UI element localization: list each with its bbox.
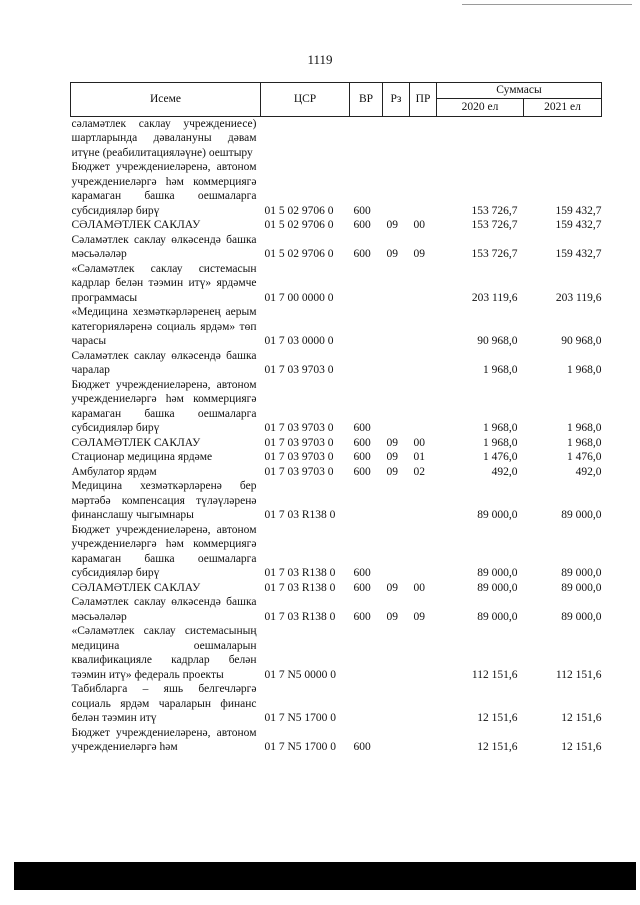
row-amount-2020: 112 151,6 — [471, 668, 518, 681]
table-row — [71, 436, 602, 451]
table-row — [71, 479, 602, 523]
row-amount-2020: 153 726,7 — [471, 219, 518, 231]
row-amount-2021: 12 151,6 — [561, 741, 602, 753]
row-amount-2020: 1 968,0 — [483, 436, 518, 449]
row-csr-code: 01 7 03 9703 0 — [264, 451, 334, 463]
row-amount-2021: 89 000,0 — [561, 581, 602, 594]
row-csr-code: 01 7 N5 0000 0 — [264, 668, 337, 681]
table-row — [71, 624, 602, 682]
row-amount-2020: 89 000,0 — [477, 509, 518, 521]
row-rz: 09 — [386, 581, 398, 594]
table-row — [71, 305, 602, 349]
row-vr: 600 — [353, 741, 371, 753]
row-vr — [350, 116, 383, 160]
row-name: СӘЛАМӘТЛЕК САКЛАУ — [71, 436, 201, 449]
row-pr — [410, 624, 437, 682]
row-vr: 600 — [353, 204, 371, 217]
table-body — [71, 116, 602, 755]
row-vr — [350, 262, 383, 306]
table-row — [71, 726, 602, 755]
row-vr — [350, 479, 383, 523]
row-rz — [383, 378, 410, 436]
row-vr: 600 — [353, 436, 371, 449]
row-amount-2021: 159 432,7 — [555, 204, 602, 217]
row-rz — [383, 523, 410, 581]
row-name: Сәламәтлек саклау өлкәсендә башка чаралар — [71, 349, 257, 376]
row-vr: 600 — [353, 248, 371, 260]
row-vr: 600 — [353, 610, 371, 623]
row-rz — [383, 116, 410, 160]
table-row — [71, 581, 602, 596]
row-rz — [383, 262, 410, 306]
row-rz — [383, 305, 410, 349]
row-vr: 600 — [353, 451, 371, 463]
table-row — [71, 160, 602, 218]
row-pr: 00 — [413, 436, 425, 449]
row-csr-code: 01 7 03 9703 0 — [264, 422, 334, 434]
row-csr-code: 01 7 00 0000 0 — [264, 291, 334, 304]
row-pr: 00 — [413, 219, 425, 231]
page-number: 1119 — [307, 52, 333, 67]
row-amount-2021: 492,0 — [575, 465, 602, 478]
row-csr-code: 01 7 N5 1700 0 — [264, 712, 337, 724]
row-rz: 09 — [386, 436, 398, 449]
row-rz — [383, 160, 410, 218]
row-amount-2020: 89 000,0 — [477, 567, 518, 579]
row-csr-code: 01 7 03 0000 0 — [264, 335, 334, 347]
table-row — [71, 465, 602, 480]
row-vr: 600 — [353, 422, 371, 434]
row-pr — [410, 262, 437, 306]
row-name: Стационар медицина ярдәме — [71, 451, 213, 463]
table-row — [71, 682, 602, 726]
row-name: Медицина хезмәткәрләренә бер мәртәбә компенсация түләүләренә финанслашу чыгымнары — [71, 480, 257, 521]
row-amount-2020: 153 726,7 — [471, 204, 518, 217]
row-vr: 600 — [353, 567, 371, 579]
row-name: Амбулатор ярдәм — [71, 465, 157, 478]
row-csr-code: 01 5 02 9706 0 — [264, 204, 334, 217]
row-rz: 09 — [386, 219, 398, 231]
row-amount-2021: 90 968,0 — [561, 335, 602, 347]
row-name: СӘЛАМӘТЛЕК САКЛАУ — [71, 219, 201, 231]
row-amount-2021: 203 119,6 — [555, 291, 602, 304]
row-amount-2020 — [437, 116, 524, 160]
row-pr — [410, 378, 437, 436]
col-header-pr: ПР — [410, 83, 437, 117]
row-amount-2021: 1 968,0 — [567, 436, 602, 449]
scan-bottom-bar — [14, 862, 636, 890]
row-csr-code: 01 7 03 9703 0 — [264, 465, 334, 478]
row-name: Бюджет учреждениеләренә, автоном учреждениеләргә һәм — [71, 726, 257, 753]
row-amount-2021: 1 968,0 — [567, 364, 602, 376]
table-row — [71, 378, 602, 436]
row-pr — [410, 479, 437, 523]
table-row — [71, 233, 602, 262]
row-pr — [410, 160, 437, 218]
row-csr-code — [261, 116, 350, 160]
row-csr-code: 01 5 02 9706 0 — [264, 219, 334, 231]
row-amount-2021: 159 432,7 — [555, 219, 602, 231]
row-pr — [410, 726, 437, 755]
row-amount-2020: 12 151,6 — [477, 712, 518, 724]
row-pr — [410, 116, 437, 160]
table-row — [71, 523, 602, 581]
row-amount-2021: 12 151,6 — [561, 712, 602, 724]
table-header — [71, 83, 602, 117]
row-csr-code: 01 7 N5 1700 0 — [264, 741, 337, 753]
row-pr: 09 — [413, 610, 425, 623]
col-header-vr: ВР — [350, 83, 383, 117]
row-rz — [383, 479, 410, 523]
row-vr: 600 — [353, 219, 371, 231]
row-pr — [410, 682, 437, 726]
row-rz: 09 — [386, 465, 398, 478]
row-amount-2021 — [524, 116, 602, 160]
row-vr: 600 — [353, 465, 371, 478]
row-name: сәламәтлек саклау учреждениесе) шартларында дәвалануны дәвам итүне (реабилитацияләүне) оештыру — [71, 117, 257, 159]
row-rz — [383, 726, 410, 755]
row-amount-2020: 90 968,0 — [477, 335, 518, 347]
col-header-2020: 2020 ел — [437, 98, 524, 116]
row-csr-code: 01 7 03 R138 0 — [264, 610, 336, 623]
table-row — [71, 595, 602, 624]
table-row — [71, 349, 602, 378]
row-rz: 09 — [386, 610, 398, 623]
row-amount-2020: 89 000,0 — [477, 610, 518, 623]
row-rz — [383, 349, 410, 378]
row-csr-code: 01 7 03 R138 0 — [264, 567, 336, 579]
table-row — [71, 116, 602, 160]
row-pr: 00 — [413, 581, 425, 594]
row-amount-2021: 89 000,0 — [561, 610, 602, 623]
table-row — [71, 218, 602, 233]
col-header-rz: Рз — [383, 83, 410, 117]
row-amount-2020: 1 968,0 — [483, 364, 518, 376]
col-header-sums: Суммасы — [437, 83, 602, 99]
row-amount-2020: 89 000,0 — [477, 581, 518, 594]
row-pr: 09 — [413, 248, 425, 260]
row-vr: 600 — [353, 581, 371, 594]
table-row — [71, 262, 602, 306]
row-csr-code: 01 7 03 9703 0 — [264, 364, 334, 376]
row-amount-2021: 159 432,7 — [555, 248, 602, 260]
row-csr-code: 01 7 03 9703 0 — [264, 436, 334, 449]
row-amount-2021: 1 968,0 — [567, 422, 602, 434]
col-header-name: Исеме — [71, 83, 261, 117]
row-amount-2020: 1 476,0 — [483, 451, 518, 463]
row-amount-2020: 12 151,6 — [477, 741, 518, 753]
row-name: Сәламәтлек саклау өлкәсендә башка мәсьәләләр — [71, 233, 257, 260]
row-vr — [350, 349, 383, 378]
col-header-csr: ЦСР — [261, 83, 350, 117]
row-name: «Медицина хезмәткәрләренең аерым категорияләренә социаль ярдәм» төп чарасы — [71, 306, 257, 347]
row-rz — [383, 682, 410, 726]
row-vr — [350, 624, 383, 682]
row-name: «Сәламәтлек саклау системасының медицина оешмаларын квалификацияле кадрлар белән тәэмин итү» федераль проекты — [71, 625, 257, 681]
row-pr — [410, 523, 437, 581]
row-amount-2021: 89 000,0 — [561, 567, 602, 579]
row-csr-code: 01 7 03 R138 0 — [264, 581, 336, 594]
row-rz: 09 — [386, 248, 398, 260]
row-pr — [410, 305, 437, 349]
row-rz — [383, 624, 410, 682]
row-vr — [350, 305, 383, 349]
row-rz: 09 — [386, 451, 398, 463]
table-row — [71, 450, 602, 465]
row-name: СӘЛАМӘТЛЕК САКЛАУ — [71, 581, 201, 594]
row-amount-2020: 153 726,7 — [471, 248, 518, 260]
top-rule — [462, 4, 632, 5]
row-amount-2020: 203 119,6 — [471, 291, 518, 304]
row-pr: 01 — [413, 451, 425, 463]
row-amount-2021: 112 151,6 — [555, 668, 602, 681]
row-name: Бюджет учреждениеләренә, автоном учреждениеләргә һәм коммерциягә карамаган башка оешмаларга субсидияләр бирү — [71, 161, 257, 217]
row-vr — [350, 682, 383, 726]
row-csr-code: 01 5 02 9706 0 — [264, 248, 334, 260]
row-amount-2020: 492,0 — [491, 465, 518, 478]
row-name: Бюджет учреждениеләренә, автоном учреждениеләргә һәм коммерциягә карамаган башка оешмаларга субсидияләр бирү — [71, 378, 257, 434]
row-name: «Сәламәтлек саклау системасын кадрлар белән тәэмин итү» ярдәмче программасы — [71, 262, 257, 304]
row-amount-2020: 1 968,0 — [483, 422, 518, 434]
row-amount-2021: 1 476,0 — [567, 451, 602, 463]
row-name: Сәламәтлек саклау өлкәсендә башка мәсьәләләр — [71, 596, 257, 623]
row-amount-2021: 89 000,0 — [561, 509, 602, 521]
col-header-2021: 2021 ел — [524, 98, 602, 116]
row-pr — [410, 349, 437, 378]
row-name: Табибларга – яшь белгечләргә социаль ярдәм чараларын финанс белән тәэмин итү — [71, 683, 257, 724]
budget-table — [70, 82, 602, 755]
row-pr: 02 — [413, 465, 425, 478]
row-csr-code: 01 7 03 R138 0 — [264, 509, 336, 521]
row-name: Бюджет учреждениеләренә, автоном учреждениеләргә һәм коммерциягә карамаган башка оешмаларга субсидияләр бирү — [71, 523, 257, 579]
